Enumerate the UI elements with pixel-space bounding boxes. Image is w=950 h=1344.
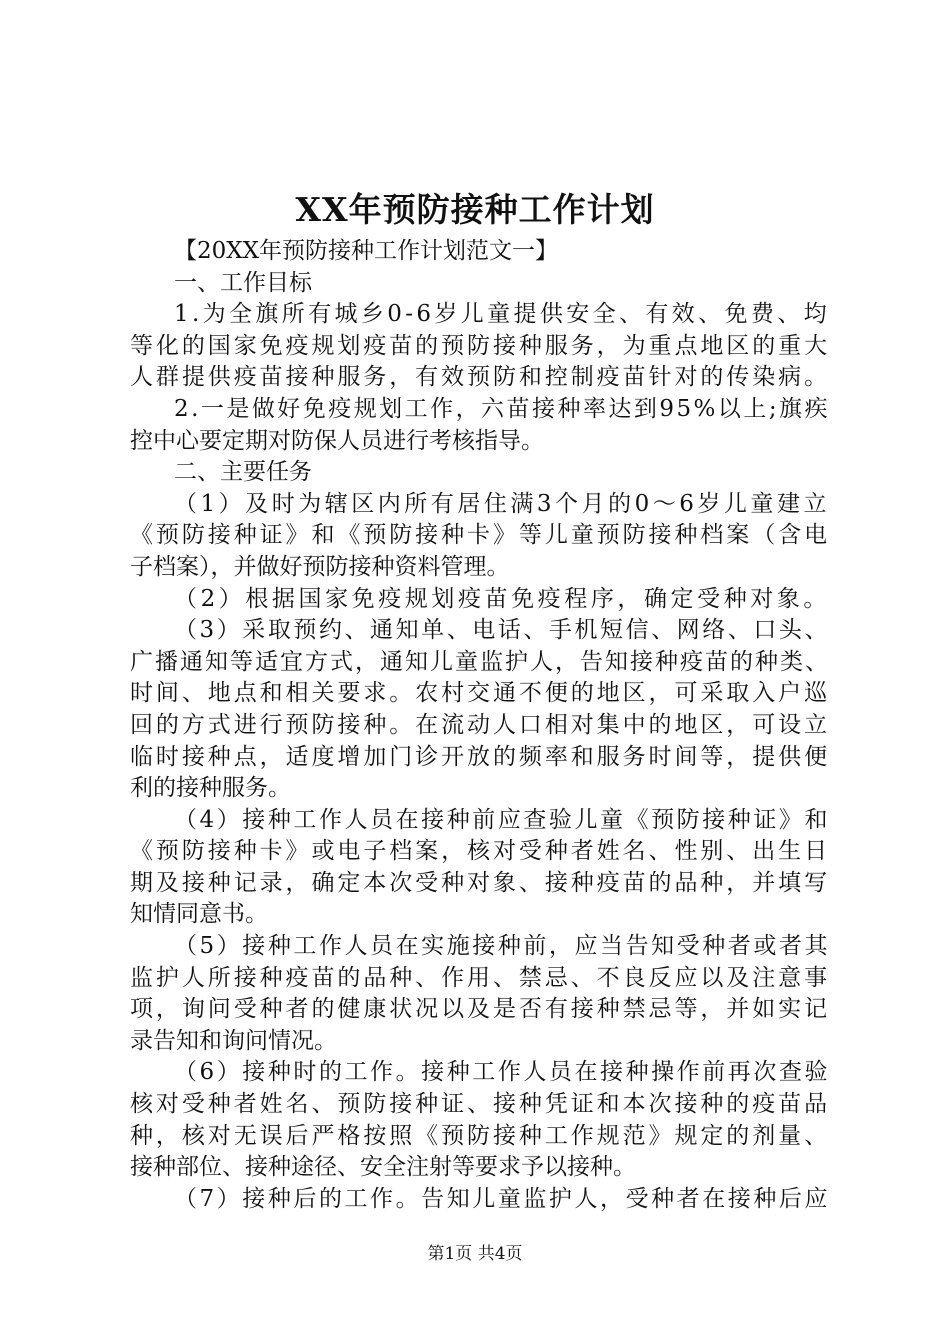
body-line: 《预防接种卡》或电子档案，核对受种者姓名、性别、出生日 — [130, 838, 830, 865]
body-line: （7）接种后的工作。告知儿童监护人，受种者在接种后应 — [174, 1185, 830, 1212]
document-title: XX年预防接种工作计划 — [295, 190, 655, 229]
body-line: 子档案），并做好预防接种资料管理。 — [130, 553, 510, 580]
body-line: 利的接种服务。 — [130, 775, 291, 802]
body-line: （5）接种工作人员在实施接种前，应当告知受种者或者其 — [174, 933, 830, 960]
body-line: （2）根据国家免疫规划疫苗免疫程序，确定受种对象。 — [174, 585, 830, 612]
body-line: 《预防接种证》和《预防接种卡》等儿童预防接种档案（含电 — [130, 522, 830, 549]
body-line: 人群提供疫苗接种服务，有效预防和控制疫苗针对的传染病。 — [130, 364, 830, 391]
body-line: （3）采取预约、通知单、电话、手机短信、网络、口头、 — [174, 617, 830, 644]
body-line: 临时接种点，适度增加门诊开放的频率和服务时间等，提供便 — [130, 743, 830, 770]
body-line: 核对受种者姓名、预防接种证、接种凭证和本次接种的疫苗品 — [130, 1091, 830, 1118]
document-body — [130, 236, 830, 1215]
body-line: 【20XX年预防接种工作计划范文一】 — [174, 238, 559, 264]
body-line: 回的方式进行预防接种。在流动人口相对集中的地区，可设立 — [130, 711, 830, 738]
body-line: 接种部位、接种途径、安全注射等要求予以接种。 — [130, 1154, 636, 1181]
body-line: 监护人所接种疫苗的品种、作用、禁忌、不良反应以及注意事 — [130, 964, 830, 991]
body-line: 1.为全旗所有城乡0-6岁儿童提供安全、有效、免费、均 — [174, 301, 830, 328]
page-footer: 第1页 共4页 — [427, 1244, 523, 1264]
body-line: （6）接种时的工作。接种工作人员在接种操作前再次查验 — [174, 1059, 830, 1086]
body-line: 二、主要任务 — [174, 459, 312, 486]
body-line: 控中心要定期对防保人员进行考核指导。 — [130, 427, 544, 454]
body-line: 项，询问受种者的健康状况以及是否有接种禁忌等，并如实记 — [130, 996, 830, 1023]
body-line: 种，核对无误后严格按照《预防接种工作规范》规定的剂量、 — [130, 1122, 830, 1149]
body-line: 等化的国家免疫规划疫苗的预防接种服务，为重点地区的重大 — [130, 332, 830, 359]
body-line: 知情同意书。 — [130, 901, 268, 928]
body-line: 2.一是做好免疫规划工作，六苗接种率达到95%以上;旗疾 — [174, 395, 830, 422]
body-line: 期及接种记录，确定本次受种对象、接种疫苗的品种，并填写 — [130, 869, 830, 896]
body-line: 广播通知等适宜方式，通知儿童监护人，告知接种疫苗的种类、 — [130, 648, 830, 675]
body-line: （4）接种工作人员在接种前应查验儿童《预防接种证》和 — [174, 806, 830, 833]
body-line: 录告知和询问情况。 — [130, 1027, 337, 1054]
body-line: 时间、地点和相关要求。农村交通不便的地区，可采取入户巡 — [130, 680, 830, 707]
body-line: 一、工作目标 — [174, 269, 312, 296]
body-line: （1）及时为辖区内所有居住满3个月的0～6岁儿童建立 — [174, 490, 830, 517]
